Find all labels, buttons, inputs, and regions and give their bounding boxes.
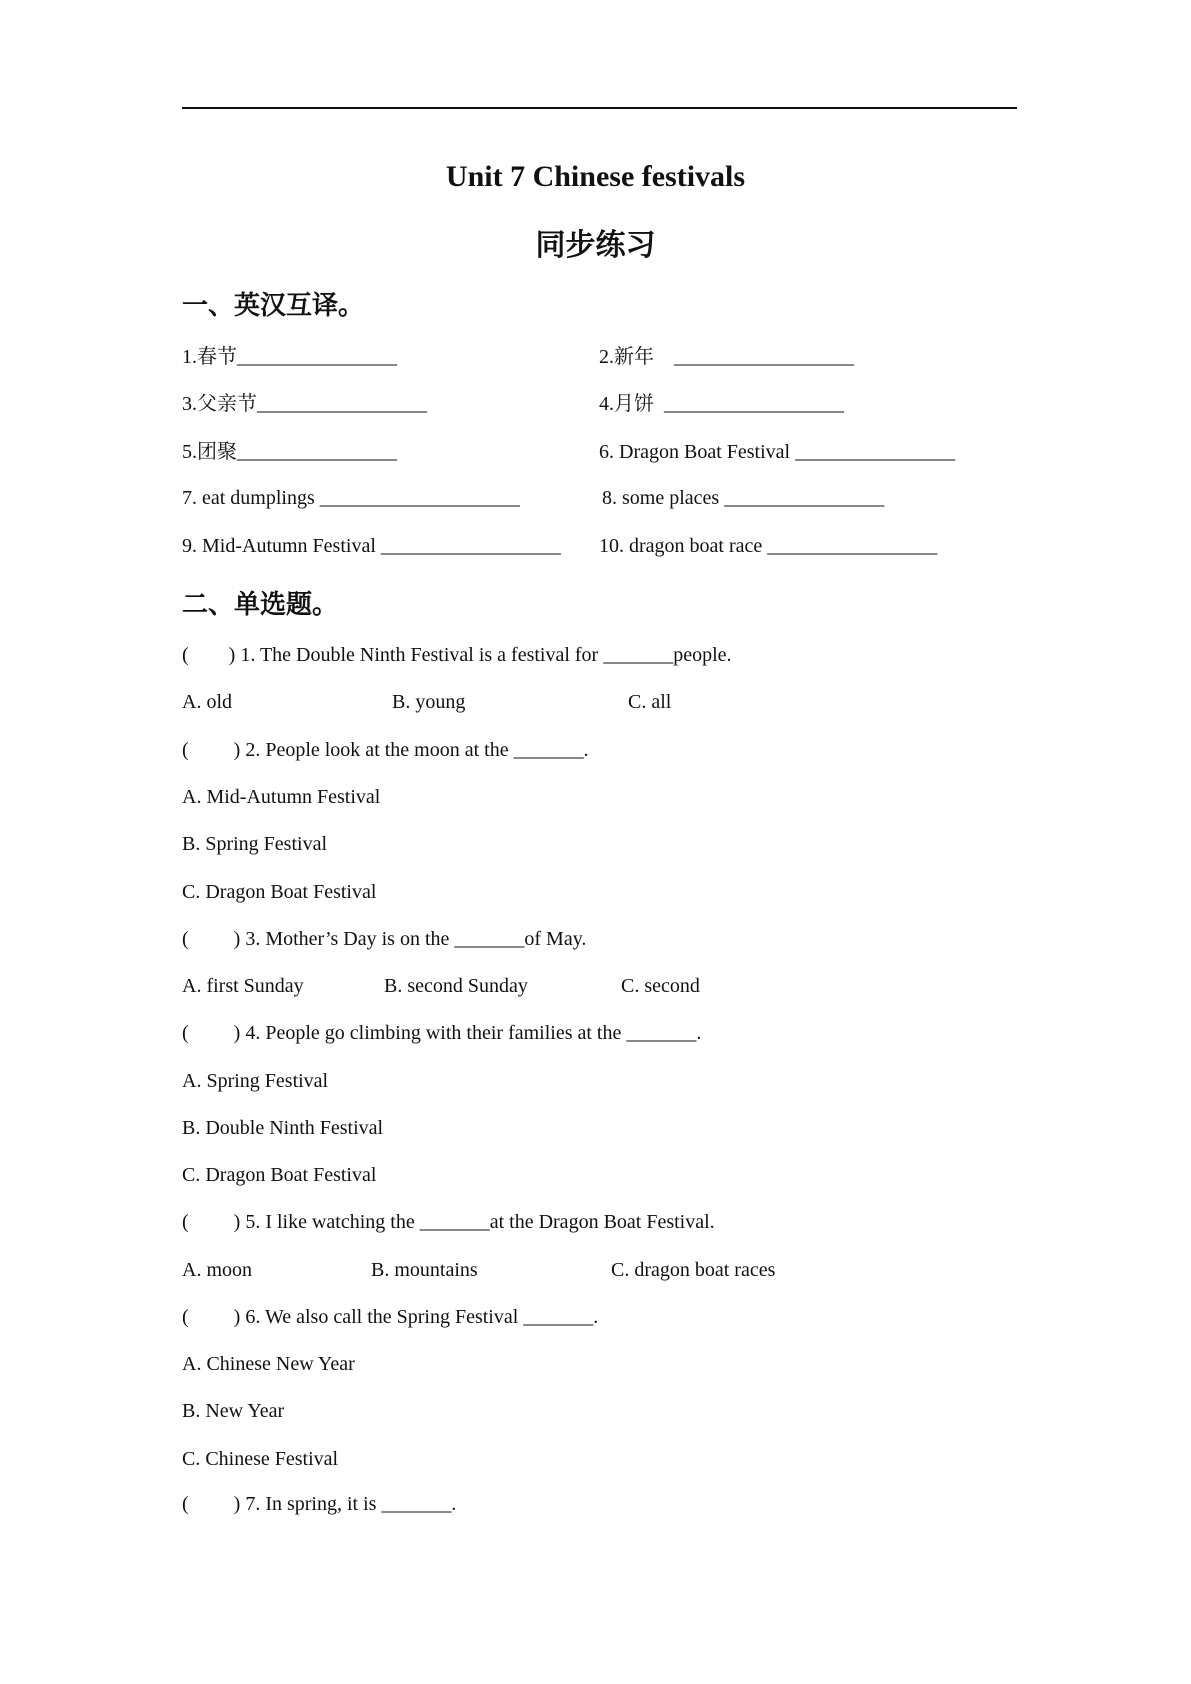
page-subtitle: 同步练习 bbox=[535, 229, 656, 262]
question-stem: ( ) 4. People go climbing with their families at the _______. bbox=[182, 1022, 702, 1044]
option: A. moon bbox=[182, 1259, 252, 1281]
option: C. all bbox=[628, 691, 672, 713]
translate-item: 1.春节________________ bbox=[182, 346, 397, 368]
option: C. Dragon Boat Festival bbox=[182, 881, 377, 903]
option: A. old bbox=[182, 691, 232, 713]
translate-item: 3.父亲节_________________ bbox=[182, 393, 427, 415]
option: B. second Sunday bbox=[384, 975, 528, 997]
option: B. New Year bbox=[182, 1400, 285, 1422]
translate-item: 7. eat dumplings ____________________ bbox=[182, 487, 520, 509]
section2-heading: 二、单选题。 bbox=[182, 590, 339, 619]
translate-item: 2.新年 __________________ bbox=[599, 346, 854, 368]
option: B. Double Ninth Festival bbox=[182, 1117, 384, 1139]
option: A. Mid-Autumn Festival bbox=[182, 786, 381, 808]
header-rule bbox=[182, 107, 1017, 109]
question-stem: ( ) 5. I like watching the _______at the Dragon Boat Festival. bbox=[182, 1211, 715, 1233]
option: C. second bbox=[621, 975, 700, 997]
translate-item: 9. Mid-Autumn Festival __________________ bbox=[182, 535, 561, 557]
question-stem: ( ) 6. We also call the Spring Festival _______. bbox=[182, 1306, 599, 1328]
translate-item: 4.月饼 __________________ bbox=[599, 393, 844, 415]
section1-heading: 一、英汉互译。 bbox=[182, 291, 365, 320]
option: C. dragon boat races bbox=[611, 1259, 776, 1281]
question-stem: ( ) 2. People look at the moon at the _______. bbox=[182, 739, 589, 761]
page-title: Unit 7 Chinese festivals bbox=[445, 160, 746, 193]
question-stem: ( ) 1. The Double Ninth Festival is a festival for _______people. bbox=[182, 644, 732, 666]
option: A. Chinese New Year bbox=[182, 1353, 355, 1375]
translate-item: 5.团聚________________ bbox=[182, 441, 397, 463]
option: A. Spring Festival bbox=[182, 1070, 329, 1092]
question-stem: ( ) 7. In spring, it is _______. bbox=[182, 1493, 457, 1515]
translate-item: 10. dragon boat race _________________ bbox=[599, 535, 938, 557]
translate-item: 6. Dragon Boat Festival ________________ bbox=[599, 441, 956, 463]
option: A. first Sunday bbox=[182, 975, 304, 997]
option: B. mountains bbox=[371, 1259, 478, 1281]
question-stem: ( ) 3. Mother’s Day is on the _______of May. bbox=[182, 928, 587, 950]
translate-item: 8. some places ________________ bbox=[602, 487, 885, 509]
option: C. Dragon Boat Festival bbox=[182, 1164, 377, 1186]
option: B. Spring Festival bbox=[182, 833, 328, 855]
option: C. Chinese Festival bbox=[182, 1448, 339, 1470]
option: B. young bbox=[392, 691, 466, 713]
